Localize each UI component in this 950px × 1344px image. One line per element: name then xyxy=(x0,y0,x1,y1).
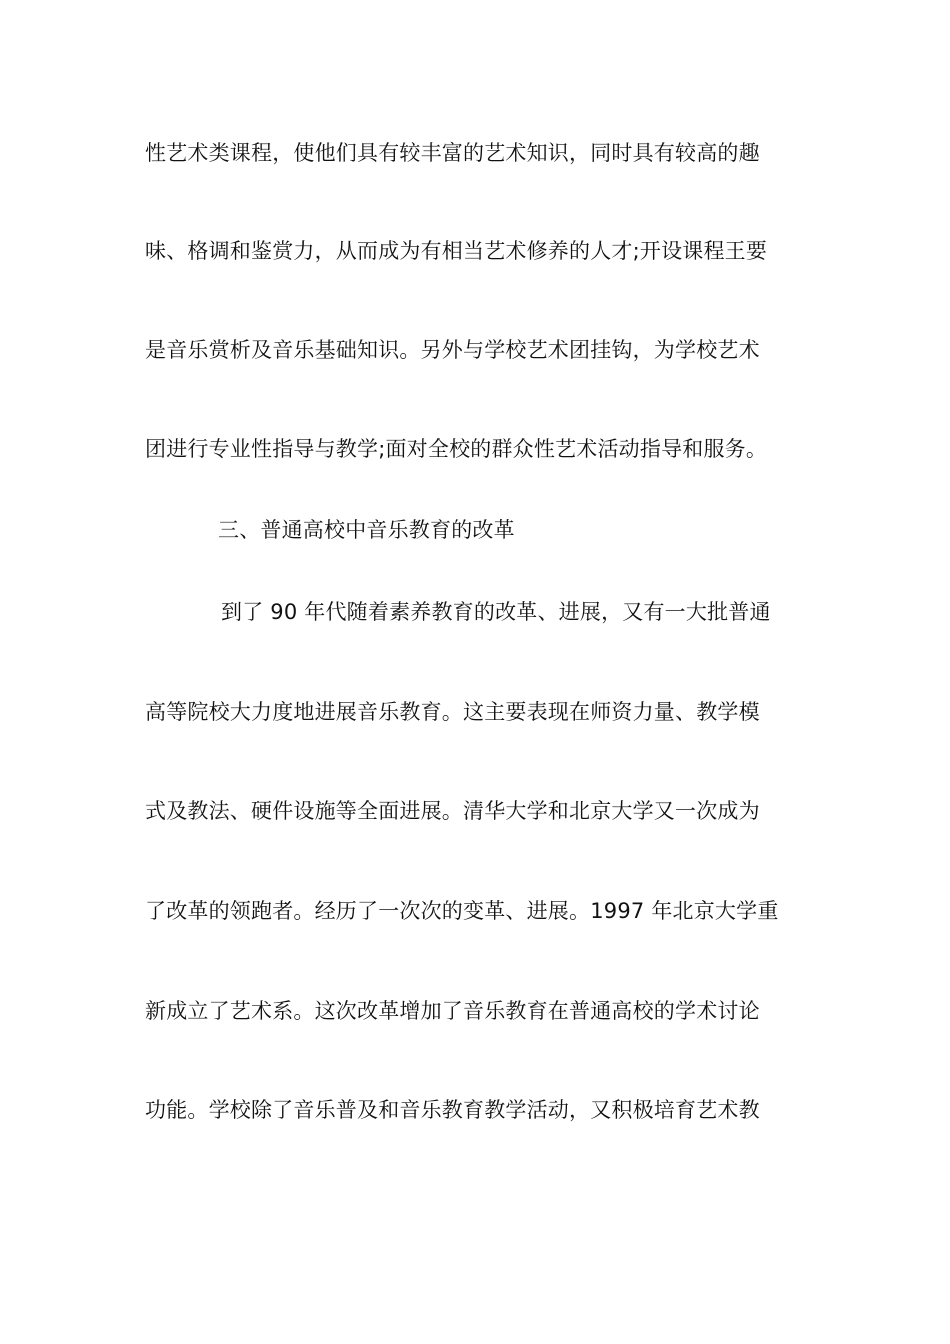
paragraph-line: 了改革的领跑者。经历了一次次的变革、进展。1997 年北京大学重 xyxy=(145,899,779,923)
paragraph-line: 功能。学校除了音乐普及和音乐教育教学活动，又积极培育艺术教 xyxy=(145,1098,760,1122)
paragraph-line: 团进行专业性指导与教学;面对全校的群众性艺术活动指导和服务。 xyxy=(145,437,768,461)
paragraph-line: 式及教法、硬件设施等全面进展。清华大学和北京大学又一次成为 xyxy=(145,799,760,823)
paragraph-line: 性艺术类课程，使他们具有较丰富的艺术知识，同时具有较高的趣 xyxy=(145,141,760,165)
paragraph-line: 到了 90 年代随着素养教育的改革、进展，又有一大批普通 xyxy=(221,600,771,624)
paragraph-line: 新成立了艺术系。这次改革增加了音乐教育在普通高校的学术讨论 xyxy=(145,999,760,1023)
paragraph-line: 味、格调和鉴赏力，从而成为有相当艺术修养的人才;开设课程王要 xyxy=(145,239,768,263)
section-heading: 三、普通高校中音乐教育的改革 xyxy=(218,518,515,542)
paragraph-line: 高等院校大力度地进展音乐教育。这主要表现在师资力量、教学模 xyxy=(145,700,760,724)
paragraph-line: 是音乐赏析及音乐基础知识。另外与学校艺术团挂钩，为学校艺术 xyxy=(145,338,760,362)
